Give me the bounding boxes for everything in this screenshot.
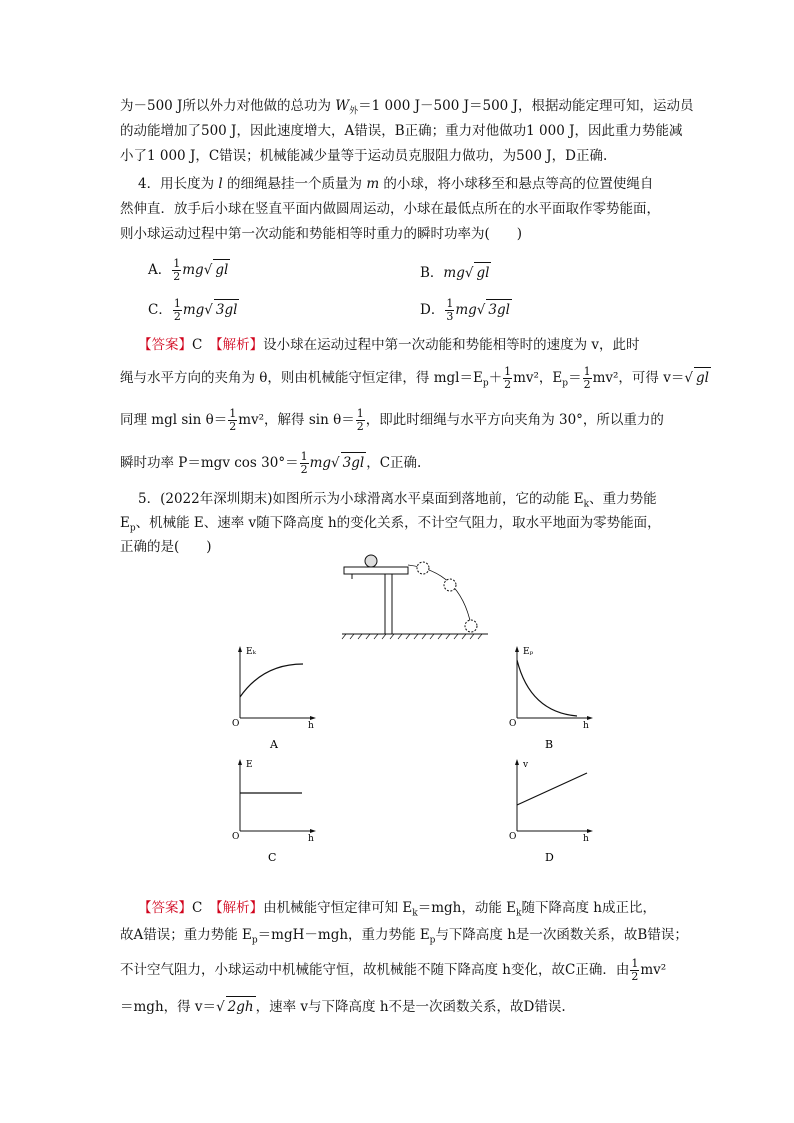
ans5-line2: 故A错误；重力势能 $E_p=mgH-mgh$，重力势能 $E_p$与下降高度 h是一次函数关系，故B错误；	[120, 927, 688, 946]
graph-d-xlabel: h	[583, 834, 589, 844]
q4-line2: 然伸直．放手后小球在竖直平面内做圆周运动，小球在最低点所在的水平面取作零势能面，	[120, 201, 660, 217]
graph-c-origin: O	[232, 832, 240, 842]
ans5-line4: ＝mgh，得 v＝√ 2gh ，速率 v与下降高度 h不是一次函数关系，故D错误.	[120, 996, 566, 1017]
graph-d-caption: D	[545, 851, 554, 864]
graph-c	[228, 755, 328, 865]
q4-option-c: C． $\frac{1}{2}$ mg√ 3gl	[148, 297, 238, 323]
graph-a-ylabel: Eₖ	[246, 647, 256, 657]
q5-line1: 5．(2022年深圳期末)如图所示为小球滑离水平桌面到落地前，它的动能 $E_k$、重力势能	[138, 491, 657, 510]
graph-b-caption: B	[545, 738, 554, 751]
analysis-tag: 【解析】	[215, 900, 264, 916]
ans5-line1: 【答案】C 【解析】由机械能守恒定律可知 $E_k=mgh$，动能 $E_k$随下降高度 h成正比，	[138, 900, 656, 919]
q4-option-d: D． $\frac{1}{3}$ mg√ 3gl	[420, 297, 510, 323]
graph-a-xlabel: h	[308, 721, 314, 731]
q4-line3: 则小球运动过程中第一次动能和势能相等时重力的瞬时功率为( )	[120, 226, 523, 242]
graph-b-ylabel: Eₚ	[523, 647, 534, 657]
para1-line1: 为－500 J所以外力对他做的总功为 $W_外=1$ 000 J－500 J＝500 J，根据动能定理可知，运动员	[120, 98, 694, 117]
graph-a	[228, 642, 328, 752]
graph-c-xlabel: h	[308, 834, 314, 844]
ans4-line2: 绳与水平方向的夹角为 θ，则由机械能守恒定律，得 $mgl=E_p+$ $\frac{1}{2}$ mv²，$E_p=$ $\frac{1}{2}$ mv²，可得 v＝√ gl	[120, 365, 709, 391]
q5-line3: 正确的是( )	[120, 539, 212, 555]
graph-a-origin: O	[232, 719, 240, 729]
q4-option-b: B．mg√ gl	[420, 262, 491, 283]
ans4-line3: 同理 mgl sin θ＝ $\frac{1}{2}$ mv²，解得 sin θ＝ $\frac{1}{2}$ ，即此时细绳与水平方向夹角为 30°，所以重力的	[120, 407, 664, 433]
para1-line3: 小了1 000 J，C错误；机械能减少量等于运动员克服阻力做功，为500 J，D正确.	[120, 148, 608, 164]
graph-b-origin: O	[509, 719, 517, 729]
fraction: $\frac{1}{3}$	[446, 297, 454, 323]
q4-option-a: A． $\frac{1}{2}$ mg√ gl	[148, 257, 229, 283]
graph-a-caption: A	[270, 738, 278, 751]
ans5-line3: 不计空气阻力，小球运动中机械能守恒，故机械能不随下降高度 h变化，故C正确．由 $\frac{1}{2}$ mv²	[120, 957, 667, 983]
answer-tag: 【答案】	[138, 337, 192, 353]
fraction: $\frac{1}{2}$	[173, 257, 181, 283]
analysis-tag: 【解析】	[215, 337, 264, 353]
ball-table-figure	[330, 553, 490, 643]
q5-line2: $E_p$、机械能 E、速率 v随下降高度 h的变化关系，不计空气阻力，取水平地面为零势能面，	[120, 515, 661, 534]
graph-d	[505, 755, 605, 865]
graph-c-ylabel: E	[246, 760, 253, 770]
graph-b-xlabel: h	[583, 721, 589, 731]
answer-tag: 【答案】	[138, 900, 192, 916]
graph-b	[505, 642, 605, 752]
ans4-line4: 瞬时功率 P＝mgv cos 30°＝ $\frac{1}{2}$ mg√ 3gl ，C正确.	[120, 450, 422, 476]
graph-d-origin: O	[509, 832, 517, 842]
q4-line1: 4．用长度为 l 的细绳悬挂一个质量为 m 的小球，将小球移至和悬点等高的位置使绳自	[138, 176, 654, 192]
para1-line2: 的动能增加了500 J，因此速度增大，A错误，B正确；重力对他做功1 000 J，因此重力势能减	[120, 123, 683, 139]
fraction: $\frac{1}{2}$	[173, 297, 181, 323]
graph-c-caption: C	[268, 851, 277, 864]
ans4-line1: 【答案】C 【解析】设小球在运动过程中第一次动能和势能相等时的速度为 v，此时	[138, 337, 640, 353]
graph-d-ylabel: v	[523, 760, 529, 770]
